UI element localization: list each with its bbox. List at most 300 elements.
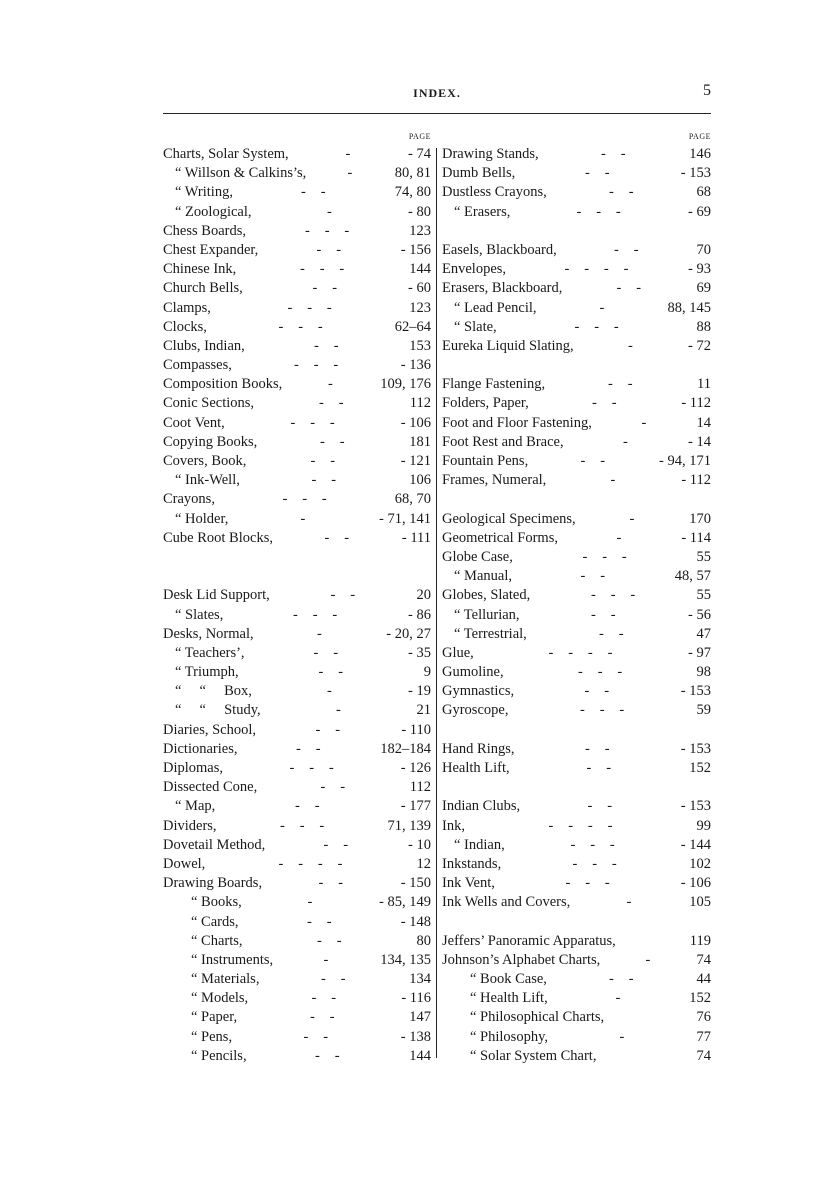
- index-entry: [163, 164, 431, 183]
- index-entry: [163, 279, 431, 298]
- entry-gap: [163, 567, 431, 586]
- entry-leader: -: [336, 702, 342, 719]
- index-entry: [442, 414, 711, 433]
- entry-page: 105: [689, 894, 711, 911]
- index-entry: [163, 586, 431, 605]
- index-entries-right: [442, 145, 711, 1066]
- entry-leader: -: [628, 337, 634, 354]
- entry-leader: - -: [609, 184, 635, 201]
- entry-leader: -: [626, 894, 633, 911]
- index-entry: [442, 1028, 711, 1047]
- entry-leader: -: [300, 510, 307, 527]
- entry-page: 11: [697, 376, 711, 393]
- entry-page: - 69: [688, 203, 711, 220]
- entry-leader: - - -: [591, 587, 637, 604]
- entry-page: - 177: [400, 798, 431, 815]
- entry-label: Copying Books,: [163, 433, 258, 450]
- entry-page: 112: [409, 779, 431, 796]
- entry-leader: - - -: [289, 760, 335, 776]
- entry-label: Dovetail Method,: [163, 836, 266, 853]
- entry-page: - 153: [680, 165, 711, 182]
- entry-page: 146: [689, 146, 711, 162]
- entry-label: Desk Lid Support,: [163, 587, 270, 604]
- entry-page: 12: [416, 855, 431, 872]
- entry-leader: - - -: [293, 606, 339, 623]
- entry-leader: -: [610, 472, 617, 489]
- entry-label: Cube Root Blocks,: [163, 529, 273, 546]
- entry-leader: - - - -: [548, 644, 614, 661]
- index-entries-left: [163, 145, 431, 1066]
- index-entry: [442, 759, 711, 778]
- entry-page: 153: [409, 337, 431, 354]
- entry-label: “ Cards,: [191, 913, 239, 930]
- entry-label: Chest Expander,: [163, 241, 259, 258]
- index-entry: [442, 394, 711, 413]
- index-entry: [163, 260, 431, 279]
- entry-page: - 111: [401, 529, 431, 546]
- entry-leader: - -: [311, 472, 338, 489]
- page-header: [163, 82, 711, 102]
- entry-label: “ Map,: [175, 798, 216, 815]
- index-entry: [442, 318, 711, 337]
- entry-page: - 85, 149: [379, 894, 431, 911]
- entry-leader: -: [317, 625, 323, 642]
- index-entry: [163, 452, 431, 471]
- entry-page: - 106: [400, 414, 431, 431]
- entry-leader: - -: [585, 740, 611, 757]
- entry-page: - 35: [408, 644, 431, 661]
- entry-leader: - - -: [582, 548, 628, 565]
- entry-leader: - - - -: [564, 261, 630, 278]
- entry-leader: - - -: [576, 203, 622, 220]
- entry-leader: - -: [324, 529, 351, 546]
- entry-label: Geometrical Forms,: [442, 529, 558, 546]
- entry-page: - 138: [400, 1028, 431, 1045]
- index-entry: [442, 855, 711, 874]
- entry-label: Glue,: [442, 644, 474, 661]
- entry-page: 74, 80: [394, 184, 431, 201]
- entry-page: 62–64: [394, 318, 431, 335]
- entry-gap: [163, 548, 431, 567]
- index-entry: [163, 797, 431, 816]
- entry-label: Easels, Blackboard,: [442, 241, 557, 258]
- entry-page: 55: [696, 548, 711, 565]
- entry-label: Clamps,: [163, 299, 211, 316]
- index-entry: [163, 471, 431, 490]
- entry-label: “ Tellurian,: [454, 606, 520, 623]
- entry-page: 88: [696, 318, 711, 335]
- entry-page: 48, 57: [674, 568, 711, 585]
- page-column-label: PAGE: [408, 132, 431, 141]
- entry-label: Drawing Stands,: [442, 146, 539, 162]
- index-entry: [163, 951, 431, 970]
- entry-page: 106: [409, 472, 431, 489]
- entry-leader: - -: [311, 990, 338, 1007]
- entry-page: - 148: [400, 913, 431, 930]
- entry-page: 98: [696, 664, 711, 681]
- entry-label: “ Instruments,: [191, 951, 274, 968]
- entry-page: - 114: [681, 529, 711, 546]
- entry-label: Eureka Liquid Slating,: [442, 337, 574, 354]
- entry-leader: - -: [330, 587, 357, 604]
- entry-page: 74: [696, 951, 711, 968]
- entry-page: 181: [409, 433, 431, 450]
- entry-label: Foot Rest and Brace,: [442, 433, 564, 450]
- entry-label: “ Solar System Chart,: [470, 1047, 597, 1064]
- entry-page: 21: [416, 702, 431, 719]
- entry-label: “ Pens,: [191, 1028, 233, 1045]
- entry-gap: [442, 356, 711, 375]
- page-column-label: PAGE: [688, 132, 711, 141]
- entry-leader: -: [327, 203, 333, 220]
- index-entry: [442, 663, 711, 682]
- entry-label: “ Paper,: [191, 1009, 238, 1026]
- column-divider: [436, 148, 437, 1058]
- entry-label: Dividers,: [163, 817, 217, 834]
- entry-label: “ Books,: [191, 894, 242, 911]
- entry-leader: - -: [599, 625, 625, 642]
- entry-page: - 71, 141: [379, 510, 431, 527]
- entry-label: “ Lead Pencil,: [454, 299, 537, 316]
- index-entry: [442, 836, 711, 855]
- entry-page: 119: [689, 932, 711, 949]
- entry-label: “ Pencils,: [191, 1047, 247, 1064]
- entry-leader: - -: [313, 644, 340, 661]
- entry-leader: - - -: [287, 299, 333, 316]
- entry-leader: - -: [321, 971, 347, 988]
- index-entry: [163, 778, 431, 797]
- entry-page: - 126: [400, 760, 431, 776]
- index-entry: [163, 375, 431, 394]
- entry-label: Dowel,: [163, 855, 206, 872]
- entry-label: Geological Specimens,: [442, 510, 576, 527]
- entry-page: 55: [696, 587, 711, 604]
- entry-label: Gyroscope,: [442, 702, 509, 719]
- index-entry: [442, 989, 711, 1008]
- entry-leader: - -: [580, 568, 607, 585]
- entry-label: Dumb Bells,: [442, 165, 516, 182]
- index-entry: [163, 1028, 431, 1047]
- entry-page: - 156: [400, 241, 431, 258]
- index-entry: [163, 183, 431, 202]
- entry-label: Dictionaries,: [163, 740, 238, 757]
- entry-label: Covers, Book,: [163, 453, 247, 469]
- index-entry: [163, 414, 431, 433]
- entry-page: - 60: [408, 280, 431, 297]
- entry-page: - 94, 171: [659, 453, 711, 469]
- index-entry: [442, 970, 711, 989]
- entry-leader: - -: [318, 875, 345, 892]
- entry-label: Globes, Slated,: [442, 587, 531, 604]
- header-rule: [163, 113, 711, 114]
- entry-label: “ Erasers,: [454, 203, 511, 220]
- index-entry: [442, 471, 711, 490]
- index-entry: [163, 318, 431, 337]
- index-entry: [442, 797, 711, 816]
- entry-label: Jeffers’ Panoramic Apparatus,: [442, 932, 616, 949]
- entry-label: Compasses,: [163, 357, 232, 374]
- entry-leader: - -: [310, 1009, 336, 1026]
- entry-leader: - -: [614, 241, 640, 258]
- page-number: 5: [703, 82, 711, 99]
- entry-page: 20: [416, 587, 431, 604]
- entry-leader: - - -: [305, 222, 351, 239]
- entry-page: - 116: [401, 990, 431, 1007]
- entry-page: 147: [409, 1009, 431, 1026]
- entry-page: - 106: [680, 875, 711, 892]
- index-entry: [163, 644, 431, 663]
- entry-label: “ “ Box,: [175, 683, 252, 700]
- entry-leader: -: [616, 529, 623, 546]
- entry-page: - 144: [680, 836, 711, 853]
- entry-label: “ Slate,: [454, 318, 497, 335]
- entry-page: - 121: [400, 453, 431, 469]
- entry-page: - 72: [688, 337, 711, 354]
- entry-label: Foot and Floor Fastening,: [442, 414, 592, 431]
- entry-page: - 10: [408, 836, 431, 853]
- entry-page: - 93: [688, 261, 711, 278]
- index-entry: [163, 394, 431, 413]
- entry-leader: - - -: [282, 491, 328, 508]
- index-entry: [442, 260, 711, 279]
- index-entry: [442, 701, 711, 720]
- entry-page: 152: [689, 760, 711, 776]
- entry-page: 80, 81: [394, 165, 431, 182]
- index-entry: [442, 932, 711, 951]
- entry-page: - 150: [400, 875, 431, 892]
- entry-label: Indian Clubs,: [442, 798, 521, 815]
- entry-leader: - - -: [294, 357, 340, 374]
- entry-gap: [442, 490, 711, 509]
- index-entry: [163, 356, 431, 375]
- entry-leader: - - -: [565, 875, 611, 892]
- entry-label: Chinese Ink,: [163, 261, 237, 278]
- entry-label: Clubs, Indian,: [163, 337, 245, 354]
- entry-leader: - -: [585, 165, 611, 182]
- index-entry: [442, 433, 711, 452]
- entry-label: “ Models,: [191, 990, 249, 1007]
- entry-page: 134, 135: [380, 951, 431, 968]
- entry-leader: - - - -: [548, 817, 614, 834]
- entry-page: 69: [696, 280, 711, 297]
- entry-page: 152: [689, 990, 711, 1007]
- entry-page: 80: [416, 932, 431, 949]
- entry-page: - 112: [681, 395, 711, 412]
- entry-page: 88, 145: [667, 299, 711, 316]
- entry-page: 14: [696, 414, 711, 431]
- index-entry: [163, 913, 431, 932]
- entry-leader: -: [328, 376, 334, 393]
- entry-page: - 112: [681, 472, 711, 489]
- entry-page: - 14: [688, 433, 711, 450]
- entry-label: “ Triumph,: [175, 664, 239, 681]
- index-entry: [163, 337, 431, 356]
- index-entry: [163, 606, 431, 625]
- entry-leader: - - -: [290, 414, 336, 431]
- entry-page: - 56: [688, 606, 711, 623]
- entry-leader: - -: [312, 280, 339, 297]
- entry-label: Composition Books,: [163, 376, 283, 393]
- entry-leader: - -: [323, 836, 350, 853]
- entry-leader: - - -: [570, 836, 616, 853]
- entry-leader: -: [327, 683, 333, 700]
- entry-label: Dissected Cone,: [163, 779, 258, 796]
- entry-leader: - -: [601, 146, 627, 162]
- index-entry: [442, 740, 711, 759]
- entry-leader: -: [345, 146, 352, 162]
- entry-gap: [442, 778, 711, 797]
- entry-page: 70: [696, 241, 711, 258]
- entry-page: 77: [696, 1028, 711, 1045]
- index-entry: [163, 759, 431, 778]
- entry-leader: - - -: [580, 702, 626, 719]
- index-entry: [442, 183, 711, 202]
- entry-leader: - -: [580, 453, 607, 469]
- entry-label: Gymnastics,: [442, 683, 515, 700]
- index-entry: [442, 299, 711, 318]
- entry-label: “ Teachers’,: [175, 644, 245, 661]
- index-entry: [442, 203, 711, 222]
- index-entry: [163, 970, 431, 989]
- entry-leader: - - -: [578, 664, 624, 681]
- index-entry: [163, 510, 431, 529]
- entry-leader: -: [599, 299, 606, 316]
- index-entry: [442, 1047, 711, 1066]
- entry-page: 74: [696, 1047, 711, 1064]
- entry-label: “ Willson & Calkins’s,: [175, 165, 307, 182]
- entry-page: 47: [696, 625, 711, 642]
- entry-page: - 110: [401, 721, 431, 738]
- index-entry: [163, 299, 431, 318]
- index-entry: [163, 874, 431, 893]
- entry-label: “ Book Case,: [470, 971, 547, 988]
- entry-leader: - -: [295, 798, 321, 815]
- index-entry: [163, 701, 431, 720]
- entry-page: 109, 176: [380, 376, 431, 393]
- entry-page: 59: [696, 702, 711, 719]
- entry-page: 99: [696, 817, 711, 834]
- entry-label: Church Bells,: [163, 280, 243, 297]
- index-column-right: [442, 132, 711, 1066]
- index-entry: [442, 951, 711, 970]
- entry-leader: - -: [609, 971, 635, 988]
- index-entry: [442, 586, 711, 605]
- entry-label: Flange Fastening,: [442, 376, 546, 393]
- index-entry: [442, 625, 711, 644]
- entry-label: Frames, Numeral,: [442, 472, 547, 489]
- entry-leader: - -: [592, 395, 618, 412]
- entry-label: “ Philosophical Charts,: [470, 1009, 605, 1026]
- index-entry: [442, 452, 711, 471]
- entry-page: 170: [689, 510, 711, 527]
- entry-label: Ink Wells and Covers,: [442, 894, 571, 911]
- entry-page: 71, 139: [387, 817, 431, 834]
- index-entry: [163, 932, 431, 951]
- entry-label: “ Slates,: [175, 606, 224, 623]
- index-entry: [442, 874, 711, 893]
- entry-label: Coot Vent,: [163, 414, 225, 431]
- entry-page: - 80: [408, 203, 431, 220]
- entry-leader: -: [629, 510, 636, 527]
- index-entry: [163, 1008, 431, 1027]
- entry-label: “ Indian,: [454, 836, 505, 853]
- entry-label: Conic Sections,: [163, 395, 255, 412]
- entry-page: 112: [409, 395, 431, 412]
- index-entry: [442, 164, 711, 183]
- index-entry: [163, 855, 431, 874]
- entry-page: 102: [689, 855, 711, 872]
- entry-label: Desks, Normal,: [163, 625, 254, 642]
- entry-label: Clocks,: [163, 318, 207, 335]
- entry-page: 182–184: [380, 740, 431, 757]
- entry-leader: - -: [314, 337, 340, 354]
- entry-label: “ “ Study,: [175, 702, 261, 719]
- index-column-left: [163, 132, 431, 1066]
- entry-leader: - -: [303, 1028, 330, 1045]
- entry-leader: - -: [317, 932, 343, 949]
- index-entry: [163, 625, 431, 644]
- index-entry: [442, 682, 711, 701]
- entry-leader: - - -: [278, 318, 324, 335]
- entry-page: - 136: [400, 357, 431, 374]
- entry-label: “ Zoological,: [175, 203, 252, 220]
- index-entry: [442, 893, 711, 912]
- entry-leader: - - - -: [278, 855, 344, 872]
- entry-page: 134: [409, 971, 431, 988]
- entry-page: 144: [409, 1047, 431, 1064]
- index-entry: [163, 433, 431, 452]
- entry-label: “ Materials,: [191, 971, 260, 988]
- entry-label: Crayons,: [163, 491, 215, 508]
- entry-label: “ Holder,: [175, 510, 229, 527]
- entry-label: Inkstands,: [442, 855, 502, 872]
- entry-leader: - -: [319, 395, 345, 412]
- entry-leader: -: [641, 414, 648, 431]
- entry-label: Globe Case,: [442, 548, 513, 565]
- entry-label: Charts, Solar System,: [163, 146, 289, 162]
- entry-leader: - -: [586, 760, 613, 776]
- entry-leader: - - -: [280, 817, 326, 834]
- entry-label: “ Philosophy,: [470, 1028, 549, 1045]
- entry-gap: [442, 222, 711, 241]
- entry-label: “ Health Lift,: [470, 990, 548, 1007]
- entry-leader: - -: [320, 779, 347, 796]
- index-entry: [163, 817, 431, 836]
- index-entry: [163, 529, 431, 548]
- entry-leader: -: [619, 1028, 626, 1045]
- entry-page: 123: [409, 222, 431, 239]
- index-entry: [442, 529, 711, 548]
- entry-leader: -: [323, 951, 330, 968]
- index-entry: [163, 490, 431, 509]
- entry-label: Chess Boards,: [163, 222, 246, 239]
- index-entry: [442, 644, 711, 663]
- index-entry: [442, 548, 711, 567]
- entry-label: “ Manual,: [454, 568, 512, 585]
- index-entry: [163, 145, 431, 164]
- entry-page: - 97: [688, 644, 711, 661]
- entry-leader: -: [307, 894, 314, 911]
- entry-leader: - -: [608, 376, 634, 393]
- entry-label: Ink Vent,: [442, 875, 495, 892]
- entry-leader: - -: [616, 280, 643, 297]
- entry-page: - 86: [408, 606, 431, 623]
- entry-label: Gumoline,: [442, 664, 504, 681]
- entry-leader: - -: [316, 241, 343, 258]
- entry-leader: - -: [584, 683, 611, 700]
- index-entry: [163, 241, 431, 260]
- entry-label: Envelopes,: [442, 261, 507, 278]
